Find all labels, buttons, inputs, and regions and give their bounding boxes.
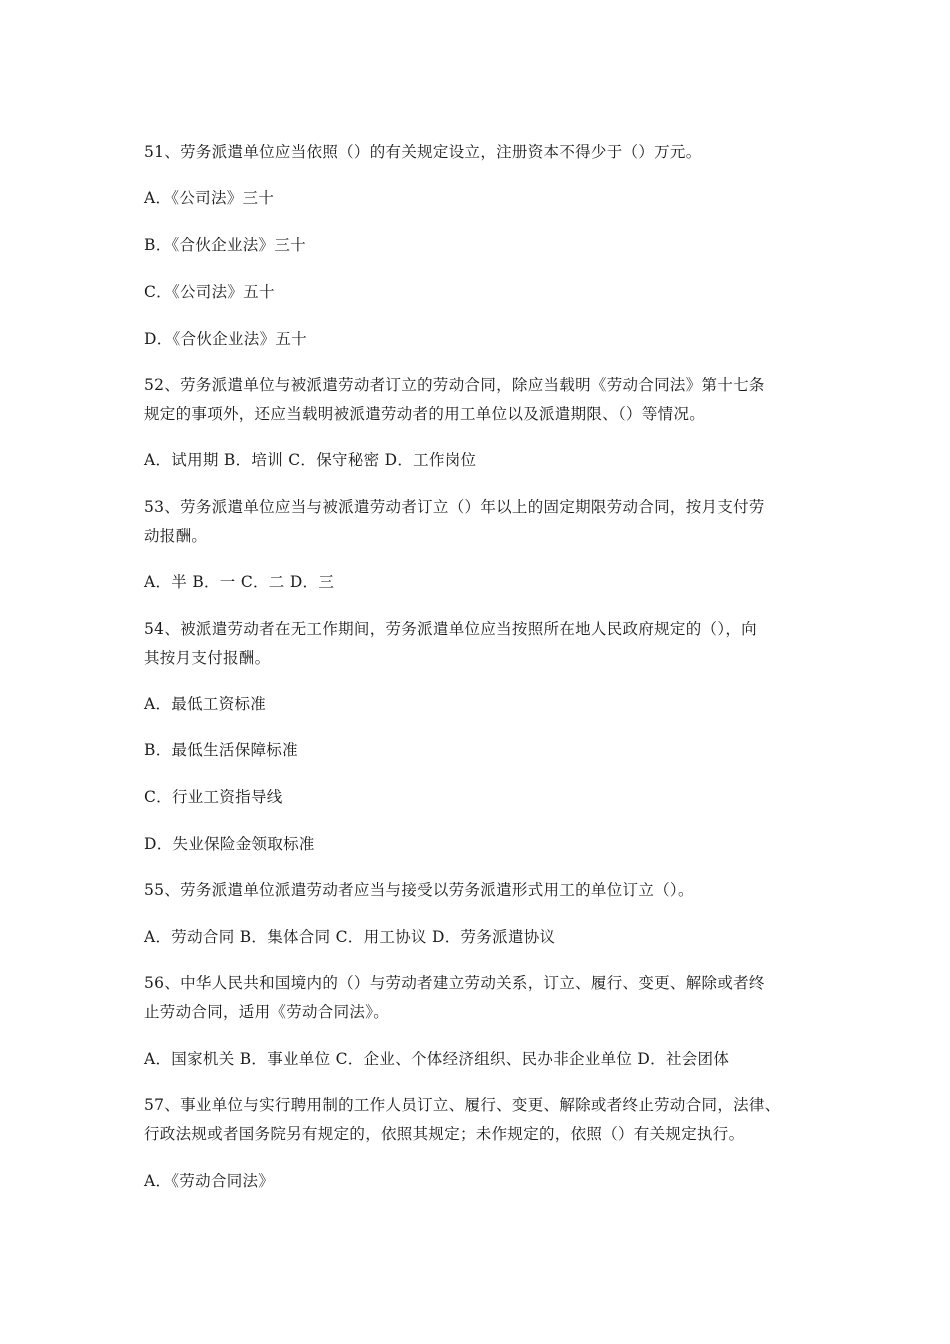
question-55-options: A．劳动合同 B．集体合同 C．用工协议 D．劳务派遣协议 bbox=[144, 928, 556, 946]
question-52-stem-line1: 52、劳务派遣单位与被派遣劳动者订立的劳动合同，除应当载明《劳动合同法》第十七条 bbox=[144, 376, 765, 394]
question-54-stem-line1: 54、被派遣劳动者在无工作期间，劳务派遣单位应当按照所在地人民政府规定的（），向 bbox=[144, 620, 757, 638]
question-56-stem-line2: 止劳动合同，适用《劳动合同法》。 bbox=[144, 1003, 390, 1021]
question-51-stem: 51、劳务派遣单位应当依照（）的有关规定设立，注册资本不得少于（）万元。 bbox=[144, 143, 702, 161]
question-57-stem-line1: 57、事业单位与实行聘用制的工作人员订立、履行、变更、解除或者终止劳动合同，法律、 bbox=[144, 1096, 781, 1114]
question-54-option-b: B．最低生活保障标准 bbox=[144, 741, 298, 759]
question-51-option-b: B．《合伙企业法》三十 bbox=[144, 236, 306, 254]
question-55-stem: 55、劳务派遣单位派遣劳动者应当与接受以劳务派遣形式用工的单位订立（）。 bbox=[144, 881, 694, 899]
question-53-options: A．半 B．一 C．二 D．三 bbox=[144, 573, 335, 591]
question-54-option-a: A．最低工资标准 bbox=[144, 695, 267, 713]
question-51-option-c: C．《公司法》五十 bbox=[144, 283, 275, 301]
question-51-option-d: D．《合伙企业法》五十 bbox=[144, 330, 307, 348]
question-54-option-c: C．行业工资指导线 bbox=[144, 788, 283, 806]
question-53-stem-line2: 动报酬。 bbox=[144, 527, 208, 545]
question-56-options: A．国家机关 B．事业单位 C．企业、个体经济组织、民办非企业单位 D．社会团体 bbox=[144, 1050, 730, 1068]
question-53-stem-line1: 53、劳务派遣单位应当与被派遣劳动者订立（）年以上的固定期限劳动合同，按月支付劳 bbox=[144, 498, 765, 516]
question-54-stem-line2: 其按月支付报酬。 bbox=[144, 649, 271, 667]
question-52-options: A．试用期 B．培训 C．保守秘密 D．工作岗位 bbox=[144, 451, 477, 469]
question-52-stem-line2: 规定的事项外，还应当载明被派遣劳动者的用工单位以及派遣期限、（）等情况。 bbox=[144, 405, 706, 423]
question-54-option-d: D．失业保险金领取标准 bbox=[144, 835, 315, 853]
question-51-option-a: A．《公司法》三十 bbox=[144, 189, 275, 207]
question-57-option-a: A．《劳动合同法》 bbox=[144, 1172, 275, 1190]
question-56-stem-line1: 56、中华人民共和国境内的（）与劳动者建立劳动关系，订立、履行、变更、解除或者终 bbox=[144, 974, 765, 992]
question-57-stem-line2: 行政法规或者国务院另有规定的，依照其规定；未作规定的，依照（）有关规定执行。 bbox=[144, 1125, 745, 1143]
